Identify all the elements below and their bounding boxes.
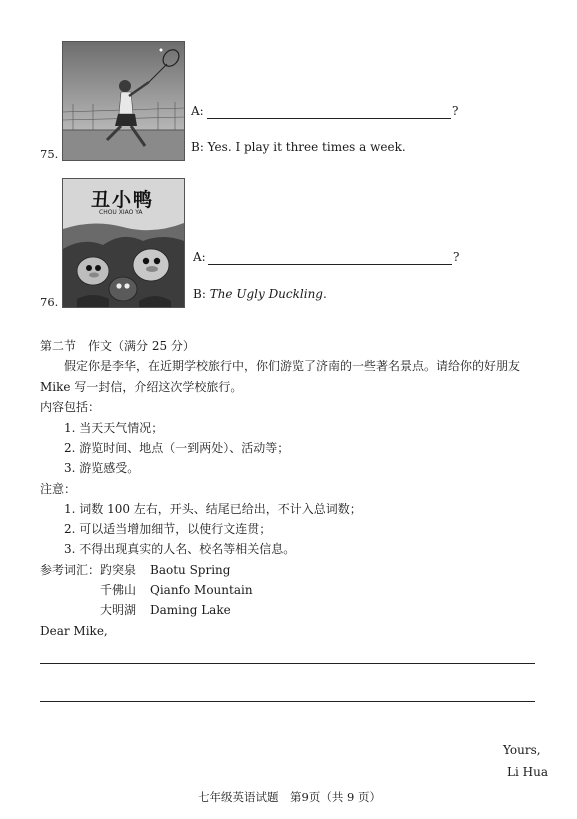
prompt-line-2: Mike 写一封信，介绍这次学校旅行。 [40, 380, 243, 394]
content-item-3: 3. 游览感受。 [64, 461, 140, 475]
book-cover-title: 丑小鸭 [91, 189, 155, 211]
item-75-number: 75. [40, 147, 59, 161]
book-cover [62, 178, 185, 308]
book-cover-pinyin: CHOU XIAO YA [99, 209, 143, 216]
vocab-cn-1: 趵突泉 [100, 563, 137, 577]
item-76-a-label: A: [193, 250, 206, 264]
section-heading: 第二节 作文（满分 25 分） [40, 339, 195, 353]
letter-greeting: Dear Mike, [40, 624, 108, 638]
writing-line-2[interactable] [40, 701, 535, 702]
content-heading: 内容包括： [40, 400, 101, 414]
vocab-heading: 参考词汇： [40, 563, 101, 577]
item-76-b-title: The Ugly Duckling [209, 287, 323, 301]
vocab-en-2: Qianfo Mountain [150, 583, 253, 597]
content-item-1: 1. 当天天气情况； [64, 421, 164, 435]
writing-line-1[interactable] [40, 663, 535, 664]
item-75-a-label: A: [191, 104, 204, 118]
note-item-3: 3. 不得出现真实的人名、校名等相关信息。 [64, 542, 296, 556]
letter-signature: Li Hua [507, 765, 548, 779]
badminton-photo [62, 41, 185, 161]
item-76-question-mark: ? [453, 250, 460, 264]
item-76-b-text [193, 286, 327, 302]
vocab-cn-3: 大明湖 [100, 603, 137, 617]
vocab-cn-2: 千佛山 [100, 583, 137, 597]
vocab-en-1: Baotu Spring [150, 563, 231, 577]
item-76-answer-line[interactable] [208, 264, 452, 265]
note-item-1: 1. 词数 100 左右，开头、结尾已给出，不计入总词数； [64, 502, 362, 516]
item-75-b-text: B: Yes. I play it three times a week. [191, 140, 406, 154]
notes-heading: 注意： [40, 482, 77, 496]
content-item-2: 2. 游览时间、地点（一到两处）、活动等； [64, 441, 290, 455]
letter-closing: Yours, [503, 743, 541, 757]
prompt-line-1: 假定你是李华，在近期学校旅行中，你们游览了济南的一些著名景点。请给你的好朋友 [64, 359, 521, 373]
item-76-number: 76. [40, 295, 59, 309]
item-76-b-prefix: B: [193, 287, 210, 301]
item-76-b-suffix: . [323, 287, 327, 301]
vocab-en-3: Daming Lake [150, 603, 231, 617]
item-75-question-mark: ? [452, 104, 459, 118]
badminton-girl-image [63, 42, 184, 160]
note-item-2: 2. 可以适当增加细节，以使行文连贯； [64, 522, 272, 536]
item-75-answer-line[interactable] [207, 118, 451, 119]
page-footer: 七年级英语试题 第9页（共 9 页） [198, 790, 381, 804]
